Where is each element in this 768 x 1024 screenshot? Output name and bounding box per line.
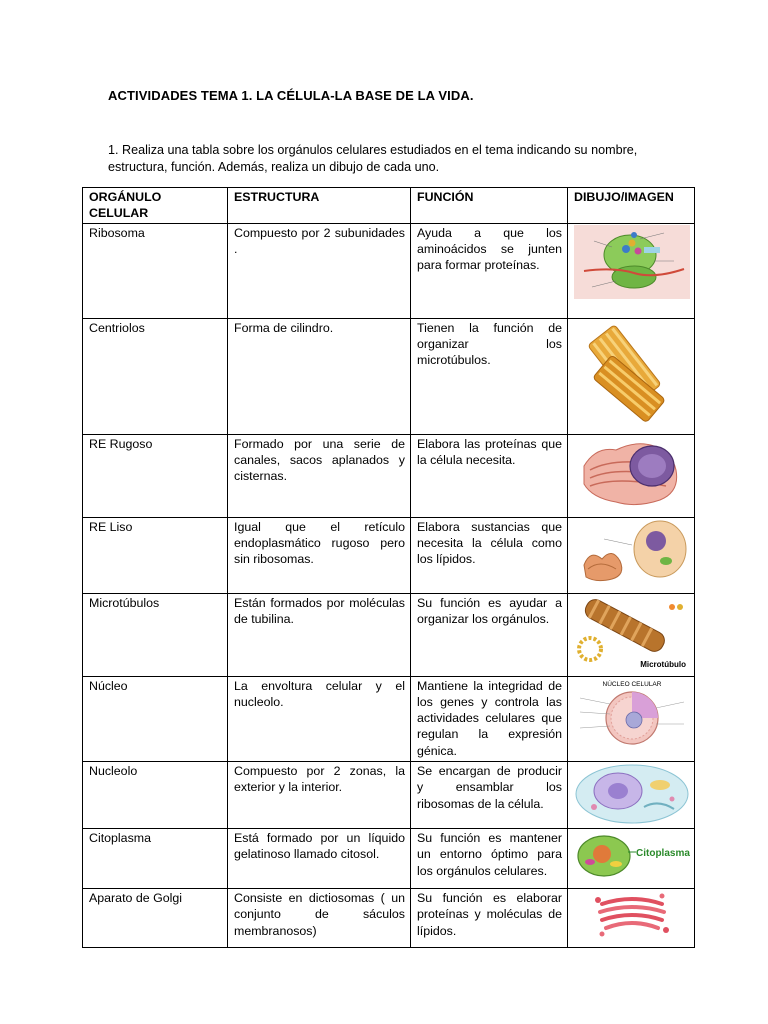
cell-estructura: Está formado por un líquido gelatinoso llamado citosol. — [228, 829, 411, 889]
cell-organulo: Citoplasma — [83, 829, 228, 889]
table-header-row — [83, 188, 695, 224]
table-row — [83, 593, 695, 676]
cell-estructura: Forma de cilindro. — [228, 318, 411, 434]
cell-organulo: Nucleolo — [83, 762, 228, 829]
table-row — [83, 762, 695, 829]
ribosome-illustration — [574, 225, 690, 299]
page-title: ACTIVIDADES TEMA 1. LA CÉLULA-LA BASE DE LA VIDA. — [108, 88, 474, 103]
cell-organulo: Microtúbulos — [83, 593, 228, 676]
cell-funcion: Se encargan de producir y ensamblar los ribosomas de la célula. — [411, 762, 568, 829]
header-organulo: ORGÁNULO CELULAR — [83, 188, 228, 224]
header-dibujo: DIBUJO/IMAGEN — [568, 188, 695, 224]
cell-estructura: Consiste en dictiosomas ( un conjunto de sáculos membranosos) — [228, 889, 411, 948]
centriole-illustration — [584, 320, 680, 426]
cytoplasm-label: Citoplasma — [636, 848, 690, 860]
table-row — [83, 517, 695, 593]
cell-funcion: Ayuda a que los aminoácidos se junten para formar proteínas. — [411, 223, 568, 318]
cell-estructura: Compuesto por 2 zonas, la exterior y la interior. — [228, 762, 411, 829]
cell-funcion: Elabora sustancias que necesita la célula como los lípidos. — [411, 517, 568, 593]
table-row — [83, 318, 695, 434]
cytoplasm-illustration — [574, 830, 690, 880]
cell-estructura: Formado por una serie de canales, sacos aplanados y cisternas. — [228, 434, 411, 517]
smooth-er-illustration — [576, 519, 688, 585]
instructions: 1. Realiza una tabla sobre los orgánulos celulares estudiados en el tema indicando su nombre, estructura, función. Además, realiza un dibujo de cada uno. — [108, 143, 638, 174]
cell-funcion: Su función es mantener un entorno óptimo para los orgánulos celulares. — [411, 829, 568, 889]
table-row — [83, 676, 695, 761]
table-row — [83, 223, 695, 318]
rough-er-illustration — [576, 436, 688, 510]
header-funcion: FUNCIÓN — [411, 188, 568, 224]
table-row — [83, 889, 695, 948]
organelles-table — [82, 187, 695, 948]
cell-organulo: Centriolos — [83, 318, 228, 434]
microtubule-label: Microtúbulo — [640, 659, 686, 669]
cell-organulo: Núcleo — [83, 676, 228, 761]
cell-estructura: Están formados por moléculas de tubilina. — [228, 593, 411, 676]
table-row — [83, 434, 695, 517]
cell-funcion: Tienen la función de organizar los microtúbulos. — [411, 318, 568, 434]
cell-organulo: RE Rugoso — [83, 434, 228, 517]
cell-organulo: RE Liso — [83, 517, 228, 593]
nucleolus-illustration — [574, 763, 690, 825]
cell-organulo: Aparato de Golgi — [83, 889, 228, 948]
cell-estructura: Igual que el retículo endoplasmático rugoso pero sin ribosomas. — [228, 517, 411, 593]
cell-funcion: Elabora las proteínas que la célula necesita. — [411, 434, 568, 517]
header-estructura: ESTRUCTURA — [228, 188, 411, 224]
microtubule-illustration — [574, 595, 690, 671]
cell-funcion: Su función es ayudar a organizar los orgánulos. — [411, 593, 568, 676]
cell-estructura: Compuesto por 2 subunidades . — [228, 223, 411, 318]
table-row — [83, 829, 695, 889]
nucleus-illustration — [574, 678, 690, 752]
cell-estructura: La envoltura celular y el nucleolo. — [228, 676, 411, 761]
cell-funcion: Su función es elaborar proteínas y moléculas de lípidos. — [411, 889, 568, 948]
cell-organulo: Ribosoma — [83, 223, 228, 318]
cell-funcion: Mantiene la integridad de los genes y controla las actividades celulares que regulan la expresión génica. — [411, 676, 568, 761]
golgi-illustration — [592, 890, 672, 940]
nucleus-label: NÚCLEO CELULAR — [602, 680, 662, 688]
